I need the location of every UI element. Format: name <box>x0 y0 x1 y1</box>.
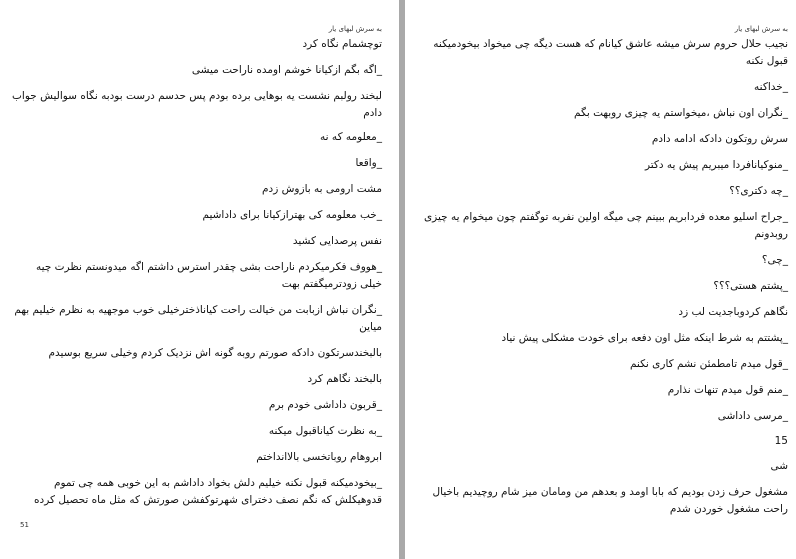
text-line: _چی؟ <box>761 254 788 266</box>
text-line: مشغول حرف زدن بودیم که بابا اومد و بعدهم من ومامان میز شام روچیدیم باخیال راحت مشغول خوردن شدم <box>432 486 788 515</box>
text-line: بالبخندسرتکون دادکه صورتم روبه گونه اش نزدیک کردم وخیلی سریع بوسیدم <box>48 347 382 359</box>
running-header: به سرش لبهای یار <box>734 25 788 33</box>
text-line: نجیب حلال حروم سرش میشه عاشق کیانام که هست دیگه چی میخواد بیخودمیکنه قبول نکنه <box>433 38 788 67</box>
running-header: به سرش لبهای یار <box>328 25 382 33</box>
text-line: _قول میدم تامطمئن نشم کاری نکنم <box>629 358 788 370</box>
text-line: سرش روتکون دادکه ادامه دادم <box>651 133 788 145</box>
text-line: _خب معلومه کی بهترازکیانا برای داداشیم <box>202 209 382 221</box>
text-line: لبخند رولبم نشست یه بوهایی برده بودم پس حدسم درست بودبه نگاه سوالیش جواب دادم <box>12 90 382 119</box>
text-line: بالبخند نگاهم کرد <box>307 373 382 385</box>
text-line: _قربون داداشی خودم برم <box>268 399 382 411</box>
text-line: نفس پرصدایی کشید <box>292 235 382 247</box>
text-line: _نگران نباش ازبابت من خیالت راحت کیاناذخترخیلی خوب موجهیه به نظرم خیلیم بهم میاین <box>14 304 382 333</box>
text-line: _منم قول میدم تنهات نذارم <box>667 384 788 396</box>
text-line: _پشتتم به شرط اینکه مثل اون دفعه برای خودت مشکلی پیش نیاد <box>501 332 788 344</box>
text-line: ابروهام روباتخسی بالاانداختم <box>256 451 382 463</box>
text-line: _منوکیانافردا میبریم پیش یه دکتر <box>644 159 788 171</box>
text-line: نگاهم کردوباجدیت لب زد <box>678 306 788 318</box>
text-line: _بیخودمیکنه قبول نکنه خیلیم دلش بخواد داداشم به این خوبی همه چی تموم قدوهیکلش که نگم نصف دخترای شهرتوکفشن صورتش که مثل ماه تحصیل کرده <box>34 477 382 506</box>
text-line: _مرسی داداشی <box>717 410 788 422</box>
text-line: توچشمام نگاه کرد <box>302 38 382 50</box>
text-line: _پشتم هستی؟؟؟ <box>713 280 788 292</box>
right-page <box>405 0 796 559</box>
text-line: _هووف فکرمیکردم ناراحت بشی چقدر استرس داشتم اگه میدونستم نظرت چیه خیلی زودترمیگفتم بهت <box>36 261 382 290</box>
text-line: _خداکنه <box>754 81 788 93</box>
text-line: 15 <box>774 435 788 447</box>
text-line: _اگه بگم ازکیانا خوشم اومده ناراحت میشی <box>191 64 382 76</box>
text-line: _واقعا <box>355 157 382 169</box>
text-line: شی <box>770 460 788 472</box>
text-line: _چه دکتری؟؟ <box>729 185 788 197</box>
text-line: _به نظرت کیاناقبول میکنه <box>268 425 382 437</box>
text-line: مشت ارومی به بازوش زدم <box>262 183 382 195</box>
text-line: _نگران اون نباش ،میخواستم یه چیزی روبهت بگم <box>574 107 788 119</box>
text-line: _معلومه که نه <box>320 131 382 143</box>
page-number: 51 <box>20 521 29 529</box>
text-line: _جراح اسلیو معده فردابریم ببینم چی میگه اولین نفربه توگفتم چون میخوام یه چیزی روبدونم <box>423 211 788 240</box>
